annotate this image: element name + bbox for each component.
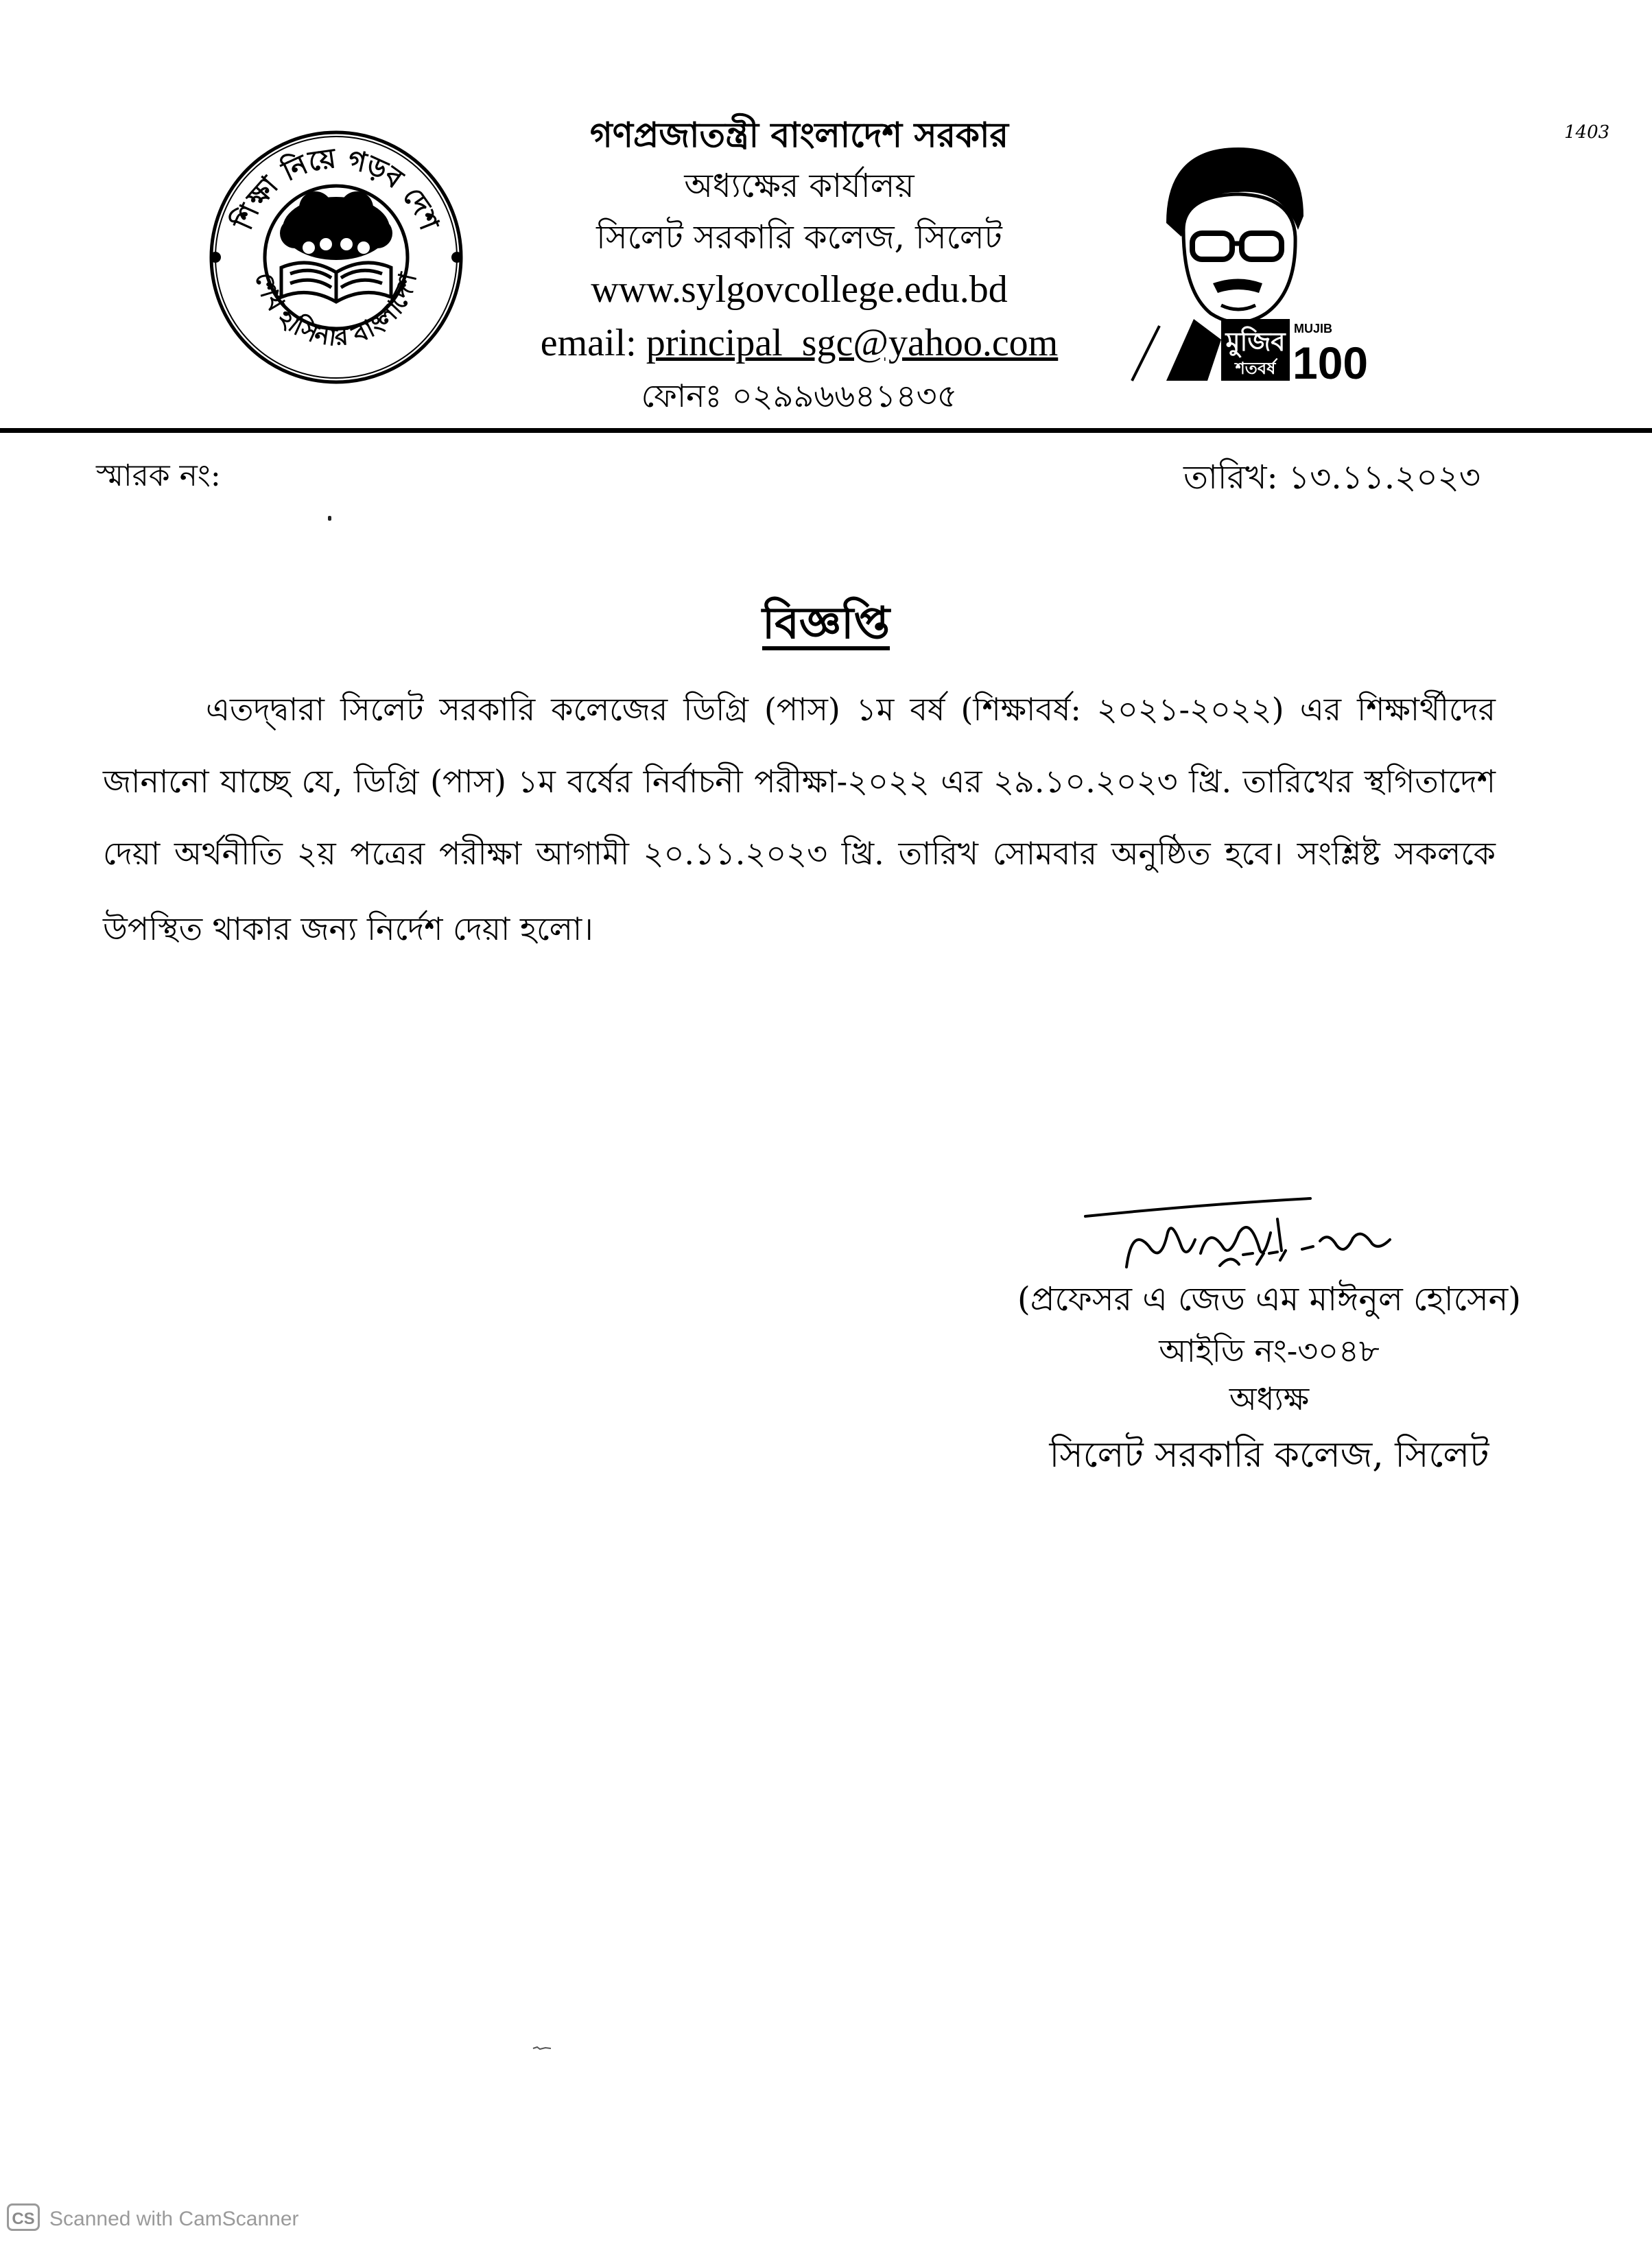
scan-speck-mark — [532, 2044, 552, 2051]
tree-icon — [280, 191, 392, 260]
mujib-100-logo — [1118, 134, 1393, 388]
body-line: দেয়া অর্থনীতি ২য় পত্রের পরীক্ষা আগামী ২০.১১.২০২৩ খ্রি. তারিখ সোমবার অনুষ্ঠিত হবে। সংশ্লিষ্ট সকলকে — [103, 835, 1496, 872]
email-link[interactable]: principal_sgc@yahoo.com — [646, 322, 1059, 364]
notice-title-text: বিজ্ঞপ্তি — [762, 598, 890, 649]
website-link[interactable]: www.sylgovcollege.edu.bd — [591, 268, 1008, 311]
email-label: email: — [540, 322, 637, 364]
government-name: গণপ্রজাতন্ত্রী বাংলাদেশ সরকার — [590, 115, 1008, 155]
notice-date: তারিখ: ১৩.১১.২০২৩ — [1183, 458, 1480, 497]
emblem-motto-bottom: শেখ হাসিনার বাংলাদেশ — [249, 269, 423, 352]
mujib-english-text: MUJIB — [1294, 322, 1333, 335]
mujib-bangla-subtext: শতবর্ষ — [1235, 359, 1276, 378]
office-name: অধ্যক্ষের কার্যালয় — [684, 167, 914, 205]
camscanner-watermark: Scanned with CamScanner — [49, 2208, 299, 2230]
open-book-icon — [281, 263, 391, 302]
email-line — [412, 321, 1187, 365]
signatory-college: সিলেট সরকারি কলেজ, সিলেট — [1049, 1434, 1489, 1476]
handwritten-signature — [1084, 1183, 1461, 1279]
body-line: জানানো যাচ্ছে যে, ডিগ্রি (পাস) ১ম বর্ষের নির্বাচনী পরীক্ষা-২০২২ এর ২৯.১০.২০২৩ খ্রি. তারিখের স্থগিতাদেশ — [103, 763, 1496, 800]
signatory-role: অধ্যক্ষ — [1229, 1380, 1310, 1417]
camscanner-icon: CS — [7, 2203, 40, 2231]
mujib-100-number: 100 — [1293, 338, 1369, 388]
body-line: এতদ্দ্বারা সিলেট সরকারি কলেজের ডিগ্রি (পাস) ১ম বর্ষ (শিক্ষাবর্ষ: ২০২১-২০২২) এর শিক্ষার্থীদের — [206, 691, 1496, 728]
scan-speck — [328, 516, 331, 521]
memo-number-label: স্মারক নং: — [96, 458, 221, 493]
signatory-id: আইডি নং-৩০৪৮ — [1159, 1332, 1380, 1369]
page-number: 1403 — [1564, 122, 1610, 143]
header-divider — [0, 428, 1652, 433]
college-name: সিলেট সরকারি কলেজ, সিলেট — [596, 218, 1002, 257]
mujib-bangla-text: মুজিব — [1225, 327, 1286, 357]
phone-number: ফোনঃ ০২৯৯৬৬৪১৪৩৫ — [641, 377, 958, 414]
notice-title — [0, 590, 1652, 663]
body-line: উপস্থিত থাকার জন্য নির্দেশ দেয়া হলো। — [103, 910, 593, 947]
signatory-name: (প্রফেসর এ জেড এম মাঈনুল হোসেন) — [1017, 1280, 1522, 1319]
emblem-motto-top: শিক্ষা নিয়ে গড়ব দেশ — [227, 142, 445, 235]
